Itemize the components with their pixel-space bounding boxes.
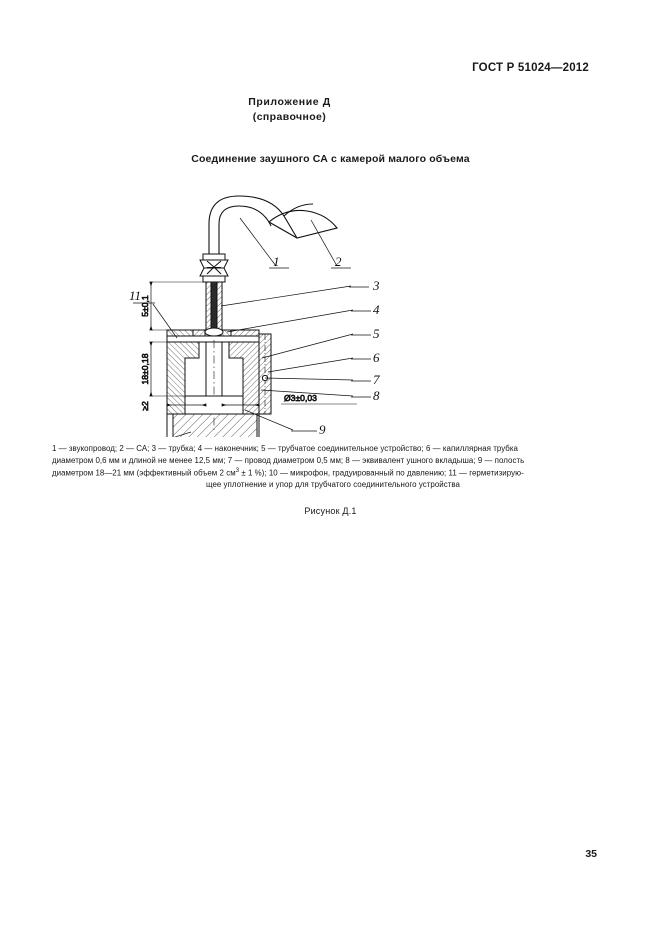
microphone-body <box>167 414 259 437</box>
sound-tube-group <box>209 196 337 257</box>
figure-title: Соединение заушного СА с камерой малого объема <box>191 153 470 165</box>
tube-shank <box>206 282 222 330</box>
drawing-svg <box>121 182 541 437</box>
caption-line-1: 1 — звукопровод; 2 — СА; 3 — трубка; 4 — наконечник; 5 — трубчатое соединительное устройство; 6 — капиллярная трубка <box>52 444 518 453</box>
callout-8: 8 <box>372 388 379 403</box>
callout-5: 5 <box>372 326 379 341</box>
caption-line-3-b: ± 1 %); 10 — микрофон, градуированный по давлению; 11 — герметизирую- <box>239 468 524 478</box>
page-number: 35 <box>585 848 597 860</box>
dimension-min-thickness-label: ≥2 <box>139 401 150 411</box>
standard-header: ГОСТ Р 51024—2012 <box>472 62 589 74</box>
ferrule-group <box>200 254 228 282</box>
capillary-column <box>259 334 271 414</box>
caption-line-3-superscript: 3 <box>235 468 240 475</box>
callout-11: 11 <box>128 288 141 303</box>
caption-line-2: диаметром 0,6 мм и длиной не менее 12,5 мм; 7 — провод диаметром 0,5 мм; 8 — эквивалент ушного вкладыша; 9 — полость <box>52 455 525 465</box>
figure-caption <box>52 443 614 491</box>
callout-7: 7 <box>372 372 379 387</box>
dimension-bore-label: Ø3±0,03 <box>283 393 317 403</box>
callout-2: 2 <box>334 254 341 269</box>
annex-title: Приложение Д <box>248 96 331 108</box>
dimension-min-thickness <box>140 398 151 413</box>
callout-6: 6 <box>372 350 379 365</box>
dimension-top-height <box>140 282 209 330</box>
callout-10 <box>127 436 141 437</box>
annex-kind: (справочное) <box>252 111 327 123</box>
technical-drawing <box>0 182 661 437</box>
dimension-top-height-label: 5±0,1 <box>139 295 150 317</box>
callout-9: 9 <box>318 422 325 437</box>
caption-line-4: щее уплотнение и упор для трубчатого соединительного устройства <box>205 480 460 490</box>
figure-number: Рисунок Д.1 <box>304 506 357 516</box>
callout-3: 3 <box>372 278 379 293</box>
callout-4: 4 <box>372 302 379 317</box>
caption-line-3 <box>52 466 614 479</box>
callout-1: 1 <box>272 254 279 269</box>
dimension-body-height-label: 18±0,18 <box>139 353 150 385</box>
caption-line-3-a: диаметром 18—21 мм (эффективный объем 2 см <box>52 468 236 478</box>
annex-block <box>0 95 661 125</box>
